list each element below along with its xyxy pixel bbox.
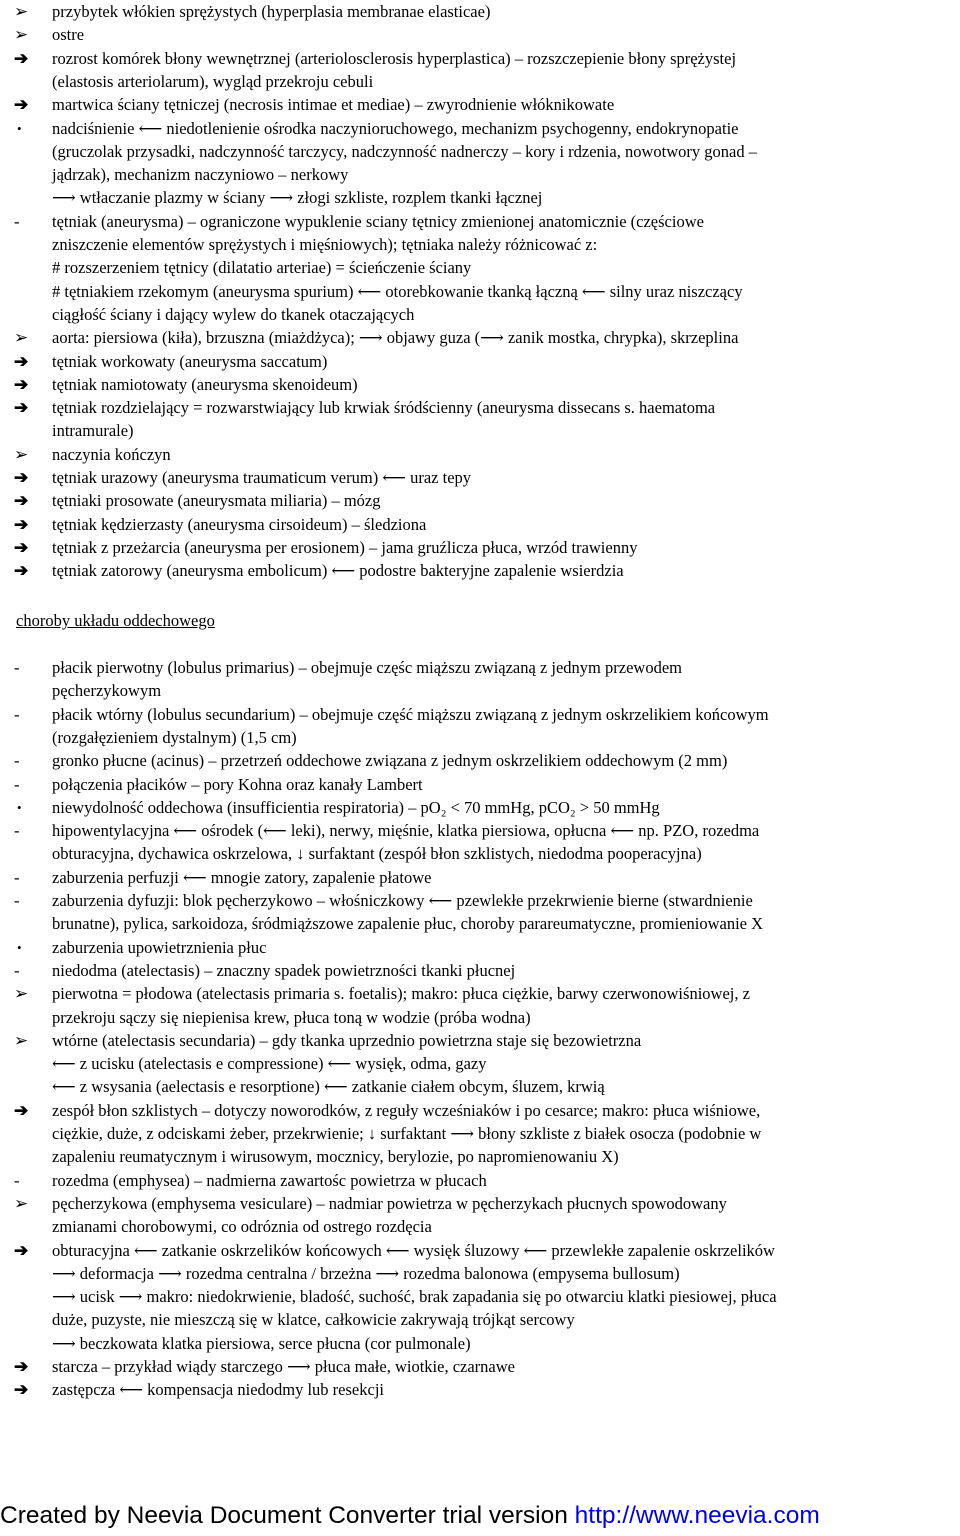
text-line: tętniak kędzierzasty (aneurysma cirsoideum) – śledziona <box>52 514 427 534</box>
text-line: niewydolność oddechowa (insufficientia respiratoria) – pO₂ < 70 mmHg, pCO₂ > 50 mmHg <box>52 797 660 817</box>
list-bullet: • <box>17 799 22 815</box>
text-line: pęcherzykowym <box>52 681 162 701</box>
text-line: rozrost komórek błony wewnętrznej (arteriolosclerosis hyperplastica) – rozszczepienie błony sprężystej <box>52 48 737 68</box>
text-line: ⟶ deformacja ⟶ rozedma centralna / brzeżna ⟶ rozedma balonowa (empysema bullosum) <box>52 1263 680 1283</box>
list-bullet: ➢ <box>14 984 29 1004</box>
text-line: ciężkie, duże, z odciskami żeber, przekrwienie; ↓ surfaktant ⟶ błony szkliste z białek osocza (podobnie w <box>52 1124 762 1143</box>
list-bullet: • <box>17 120 22 136</box>
text-line: zaburzenia upowietrznienia płuc <box>52 937 267 957</box>
text-line: płacik pierwotny (lobulus primarius) – obejmuje częśc miąższu związaną z jednym przewodem <box>52 658 682 677</box>
text-line: # tętniakiem rzekomym (aneurysma spurium) ⟵ otorebkowanie tkanką łączną ⟵ silny uraz niszczący <box>52 281 743 301</box>
list-bullet: - <box>14 704 20 724</box>
list-bullet: ➔ <box>14 1240 29 1260</box>
text-line: aorta: piersiowa (kiła), brzuszna (miażdżyca); ⟶ objawy guza (⟶ zanik mostka, chrypka), skrzeplina <box>52 328 739 348</box>
text-line: zaburzenia perfuzji ⟵ mnogie zatory, zapalenie płatowe <box>52 867 432 887</box>
list-bullet: ➢ <box>14 25 29 45</box>
list-bullet: ➔ <box>14 1357 29 1376</box>
text-line: jądrzak), mechanizm naczyniowo – nerkowy <box>52 165 349 185</box>
text-line: zniszczenie elementów sprężystych i mięśniowych); tętniaka należy różnicować z: <box>52 235 598 254</box>
text-line: ostre <box>52 25 85 45</box>
text-line: tętniak z przeżarcia (aneurysma per erosionem) – jama gruźlicza płuca, wrzód trawienny <box>52 537 638 557</box>
converter-footer <box>0 1498 960 1534</box>
list-bullet: ➢ <box>14 444 29 464</box>
text-line: niedodma (atelectasis) – znaczny spadek powietrzności tkanki płucnej <box>52 960 516 980</box>
list-bullet: - <box>14 1170 20 1190</box>
list-bullet: - <box>14 867 20 887</box>
text-line: tętniak urazowy (aneurysma traumaticum verum) ⟵ uraz tepy <box>52 468 472 487</box>
text-line: (rozgałęzieniem dystalnym) (1,5 cm) <box>52 727 297 747</box>
list-bullet: ➔ <box>14 561 29 581</box>
text-line: obturacyjna ⟵ zatkanie oskrzelików końcowych ⟵ wysięk śluzowy ⟵ przewlekłe zapalenie oskrzelików <box>52 1240 775 1260</box>
text-line: ⟶ wtłaczanie plazmy w ściany ⟶ złogi szkliste, rozplem tkanki łącznej <box>52 188 543 208</box>
list-bullet: ➔ <box>14 1100 29 1120</box>
text-line: gronko płucne (acinus) – przetrzeń oddechowe związana z jednym oskrzelikiem oddechowym (2 mm) <box>52 751 728 771</box>
text-line: zastępcza ⟵ kompensacja niedodmy lub resekcji <box>52 1380 384 1400</box>
text-line: ⟵ z wsysania (aelectasis e resorptione) ⟵ zatkanie ciałem obcym, śluzem, krwią <box>52 1077 605 1097</box>
text-line: nadciśnienie ⟵ niedotlenienie ośrodka naczynioruchowego, mechanizm psychogenny, endokrynopatie <box>52 118 739 138</box>
text-line: tętniak zatorowy (aneurysma embolicum) ⟵ podostre bakteryjne zapalenie wsierdzia <box>52 561 624 581</box>
text-line: rozedma (emphysea) – nadmierna zawartośc powietrza w płucach <box>52 1170 487 1190</box>
text-line: # rozszerzeniem tętnicy (dilatatio arteriae) = ścieńczenie ściany <box>52 258 472 278</box>
text-line: ⟶ beczkowata klatka piersiowa, serce płucna (cor pulmonale) <box>52 1333 471 1353</box>
list-bullet: ➔ <box>14 48 29 68</box>
list-bullet: ➢ <box>14 1193 29 1213</box>
list-bullet: - <box>14 751 20 771</box>
list-bullet: ➔ <box>14 514 29 534</box>
list-bullet: ➔ <box>14 374 29 394</box>
list-bullet: ➔ <box>14 491 29 511</box>
text-line: połączenia płacików – pory Kohna oraz kanały Lambert <box>52 774 423 794</box>
text-line: intramurale) <box>52 421 134 441</box>
text-line: ⟶ ucisk ⟶ makro: niedokrwienie, bladość, suchość, brak zapadania się po otwarciu klatki piesiowej, płuca <box>52 1287 777 1307</box>
list-bullet: ➢ <box>14 1030 29 1050</box>
list-bullet: ➔ <box>14 537 29 557</box>
text-line: tętniak rozdzielający = rozwarstwiający lub krwiak śródścienny (aneurysma dissecans s. haematoma <box>52 398 716 418</box>
footer-text: Created by Neevia Document Converter trial version <box>0 1502 575 1529</box>
text-line: naczynia kończyn <box>52 444 171 464</box>
text-line: hipowentylacyjna ⟵ ośrodek (⟵ leki), nerwy, mięśnie, klatka piersiowa, opłucna ⟵ np. PZO, rozedma <box>52 821 760 841</box>
text-line: obturacyjna, dychawica oskrzelowa, ↓ surfaktant (zespół błon szklistych, niedodma pooperacyjna) <box>52 844 702 864</box>
text-line: pierwotna = płodowa (atelectasis primaria s. foetalis); makro: płuca ciężkie, barwy czerwonowiśniowej, z <box>52 984 750 1004</box>
text-line: zespół błon szklistych – dotyczy noworodków, z reguły wcześniaków i po cesarce; makro: płuca wiśniowe, <box>52 1100 761 1120</box>
text-line: wtórne (atelectasis secundaria) – gdy tkanka uprzednio powietrzna staje się bezowietrzna <box>52 1030 642 1050</box>
text-line: zapaleniu reumatycznym i wirusowym, mocznicy, berylozie, po napromienowaniu X) <box>52 1147 619 1167</box>
list-bullet: ➔ <box>14 468 29 487</box>
text-line: starcza – przykład wiądy starczego ⟶ płuca małe, wiotkie, czarnawe <box>52 1357 515 1376</box>
list-bullet: ➢ <box>14 2 29 21</box>
list-bullet: ➔ <box>14 398 29 418</box>
list-bullet: ➔ <box>14 95 29 115</box>
text-line: pęcherzykowa (emphysema vesiculare) – nadmiar powietrza w pęcherzykach płucnych spowodowany <box>52 1193 727 1213</box>
text-line: zmianami chorobowymi, co odróznia od ostrego rozdęcia <box>52 1217 432 1237</box>
list-bullet: ➢ <box>14 328 29 348</box>
text-line: martwica ściany tętniczej (necrosis intimae et mediae) – zwyrodnienie włóknikowate <box>52 95 615 115</box>
list-bullet: - <box>14 658 20 677</box>
text-line: tętniak (aneurysma) – ograniczone wypuklenie sciany tętnicy zmienionej anatomicznie (częściowe <box>52 211 704 231</box>
text-line: tętniak workowaty (aneurysma saccatum) <box>52 351 328 371</box>
list-bullet: • <box>17 939 22 955</box>
list-bullet: ➔ <box>14 1380 29 1400</box>
text-line: duże, puzyste, nie mieszczą się w klatce, całkowicie zakrywają trójkąt sercowy <box>52 1310 575 1330</box>
list-bullet: - <box>14 211 20 231</box>
list-bullet: ➔ <box>14 351 29 371</box>
list-bullet: - <box>14 774 20 794</box>
text-line: tętniak namiotowaty (aneurysma skenoideum) <box>52 374 358 394</box>
text-line: płacik wtórny (lobulus secundarium) – obejmuje część miąższu związaną z jednym oskrzelikiem końcowym <box>52 704 769 724</box>
list-bullet: - <box>14 821 20 841</box>
list-bullet: - <box>14 960 20 980</box>
text-line: ciągłość ściany i dający wylew do tkanek otaczających <box>52 304 415 324</box>
text-line: (elastosis arteriolarum), wygląd przekroju cebuli <box>52 71 374 91</box>
text-line: zaburzenia dyfuzji: blok pęcherzykowo – włośniczkowy ⟵ pzewlekłe przekrwienie bierne (stwardnienie <box>52 891 753 910</box>
list-bullet: - <box>14 891 20 910</box>
text-line: tętniaki prosowate (aneurysmata miliaria) – mózg <box>52 491 381 511</box>
footer-link[interactable]: http://www.neevia.com <box>574 1502 820 1529</box>
section-heading: choroby układu oddechowego <box>16 611 215 630</box>
text-line: przybytek włókien sprężystych (hyperplasia membranae elasticae) <box>52 2 491 21</box>
text-line: brunatne), pylica, sarkoidoza, śródmiąższowe zapalenie płuc, choroby parareumatyczne, promieniowanie X <box>52 914 764 934</box>
text-line: ⟵ z ucisku (atelectasis e compressione) ⟵ wysięk, odma, gazy <box>52 1054 487 1074</box>
text-line: przekroju sączy się niepienisa krew, płuca toną w wodzie (próba wodna) <box>52 1007 531 1027</box>
text-line: (gruczolak przysadki, nadczynność tarczycy, nadczynność nadnerczy – kory i rdzenia, nowotwory gonad – <box>52 141 757 161</box>
